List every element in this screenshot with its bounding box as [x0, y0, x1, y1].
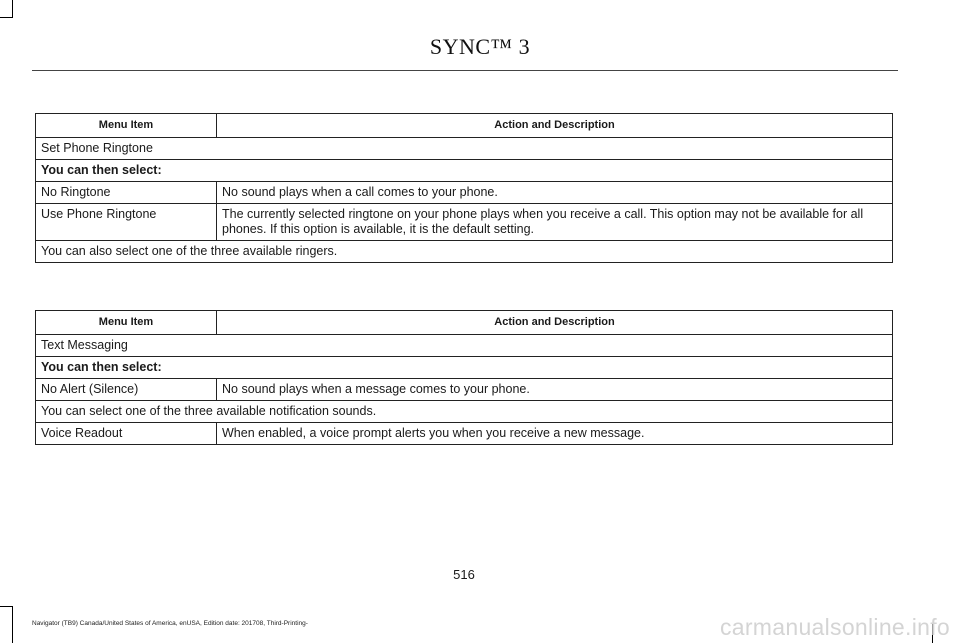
- page-title: SYNC™ 3: [429, 34, 531, 59]
- table-row: [36, 335, 893, 357]
- select-intro-cell: You can then select:: [36, 160, 893, 182]
- menu-item-cell: Voice Readout: [36, 423, 217, 445]
- table-row: [36, 423, 893, 445]
- table-row: [36, 204, 893, 241]
- section-cell: Text Messaging: [36, 335, 893, 357]
- table-header-row: [36, 114, 893, 138]
- crop-mark-top-left-vertical: [12, 0, 13, 18]
- menu-item-cell: No Ringtone: [36, 182, 217, 204]
- menu-item-header: Menu Item: [36, 114, 217, 138]
- action-description-header: Action and Description: [217, 311, 893, 335]
- ringtone-table: [35, 113, 893, 263]
- crop-mark-bottom-left-vertical: [12, 606, 13, 643]
- table-row: [36, 160, 893, 182]
- watermark: carmanualsonline.info: [719, 614, 950, 640]
- text-messaging-table: [35, 310, 893, 445]
- table-row: [36, 138, 893, 160]
- table-row: [36, 379, 893, 401]
- menu-item-header: Menu Item: [36, 311, 217, 335]
- crop-mark-top-left-horizontal: [0, 17, 13, 18]
- select-intro-cell: You can then select:: [36, 357, 893, 379]
- action-description-header: Action and Description: [217, 114, 893, 138]
- header-divider: [32, 70, 898, 71]
- description-cell: No sound plays when a message comes to your phone.: [217, 379, 893, 401]
- menu-item-cell: No Alert (Silence): [36, 379, 217, 401]
- table-row: [36, 357, 893, 379]
- crop-mark-bottom-left-horizontal: [0, 606, 13, 607]
- description-cell: No sound plays when a call comes to your phone.: [217, 182, 893, 204]
- menu-item-cell: Use Phone Ringtone: [36, 204, 217, 241]
- description-cell: When enabled, a voice prompt alerts you when you receive a new message.: [217, 423, 893, 445]
- table-header-row: [36, 311, 893, 335]
- note-cell: You can select one of the three available notification sounds.: [36, 401, 893, 423]
- edition-footer: Navigator (TB9) Canada/United States of America, enUSA, Edition date: 201708, Third-Printing-: [32, 620, 308, 627]
- table-row: [36, 182, 893, 204]
- section-cell: Set Phone Ringtone: [36, 138, 893, 160]
- table-row: [36, 401, 893, 423]
- table-row: [36, 241, 893, 263]
- note-cell: You can also select one of the three available ringers.: [36, 241, 893, 263]
- page-number: 516: [453, 567, 475, 582]
- description-cell: The currently selected ringtone on your phone plays when you receive a call. This option may not be available for all phones. If this option is available, it is the default setting.: [217, 204, 893, 241]
